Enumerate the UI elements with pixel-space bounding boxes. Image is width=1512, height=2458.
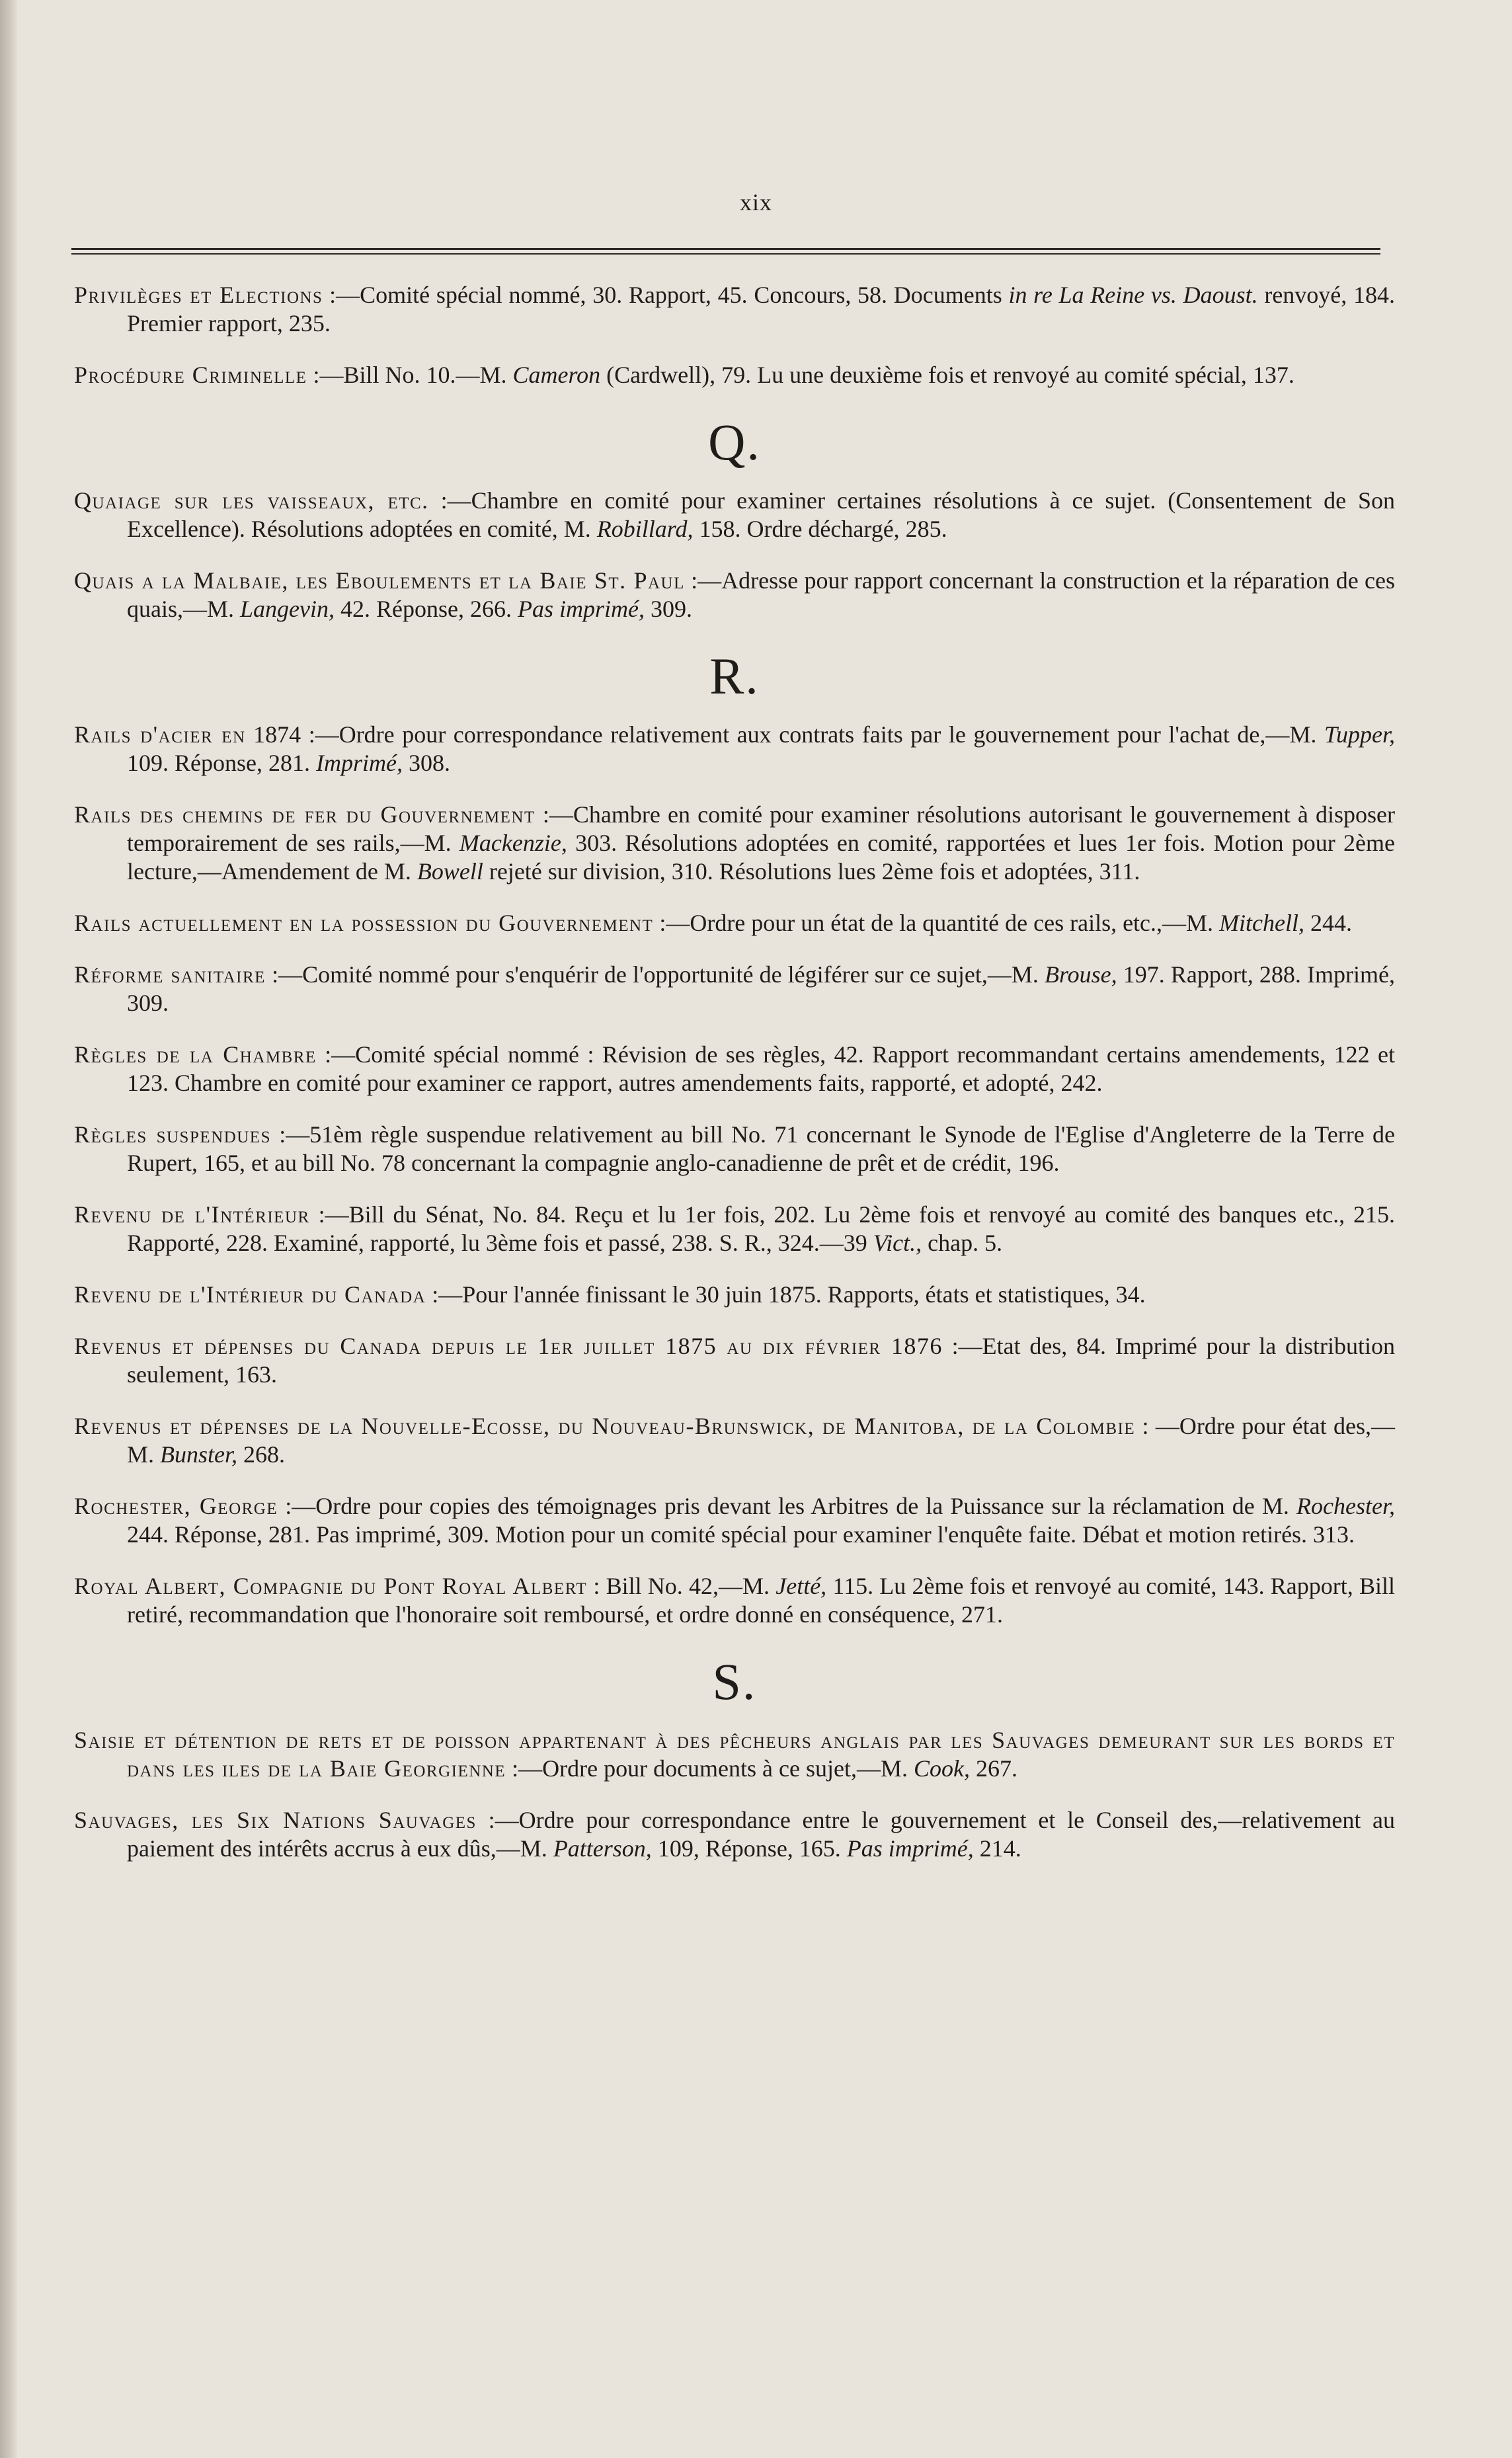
- entry-heading: Revenus et dépenses du Canada depuis le 1er juillet 1875 au dix février 1876: [74, 1333, 943, 1359]
- entry-heading: Sauvages, les Six Nations Sauvages: [74, 1807, 477, 1833]
- entry-text: (Cardwell), 79. Lu une deuxième fois et renvoyé au comité spécial, 137.: [600, 362, 1294, 388]
- entry-heading: Privilèges et Elections: [74, 282, 323, 308]
- entry-heading: Royal Albert, Compagnie du Pont Royal Albert: [74, 1573, 588, 1599]
- entry-text: 109, Réponse, 165.: [651, 1835, 847, 1862]
- index-entry: [74, 1726, 1395, 1783]
- entry-italic-text: Vict.,: [873, 1230, 922, 1256]
- entry-heading: Rails d'acier en: [74, 721, 246, 748]
- entry-italic-text: Brouse,: [1044, 961, 1117, 988]
- entry-text: 268.: [237, 1441, 286, 1468]
- entry-text: 109. Réponse, 281.: [127, 750, 316, 776]
- entry-italic-text: Rochester,: [1296, 1493, 1395, 1519]
- entry-text: 244.: [1304, 910, 1353, 936]
- entry-heading: Revenu de l'Intérieur du Canada: [74, 1281, 426, 1308]
- entry-text: 267.: [969, 1755, 1017, 1782]
- entry-text: :—Comité spécial nommé : Révision de ses règles, 42. Rapport recommandant certains amendements, 122 et 123. Chambre en comité pour examiner ce rapport, autres amendements faits, rapporté, et adopté, 242.: [127, 1041, 1395, 1096]
- entry-text: 214.: [973, 1835, 1021, 1862]
- entry-italic-text: Mitchell,: [1219, 910, 1305, 936]
- index-entry: [74, 361, 1395, 389]
- entry-heading: Rochester, George: [74, 1493, 278, 1519]
- index-entry: [74, 1412, 1395, 1469]
- entry-text: 42. Réponse, 266.: [334, 596, 518, 622]
- entry-text: :—Bill No. 10.—M.: [307, 362, 513, 388]
- entry-text: :—Ordre pour documents à ce sujet,—M.: [506, 1755, 914, 1782]
- entry-text: 303. Résolutions adoptées en comité, rapportées et lues 1er fois. Motion pour 2ème lecture,—Amendement de M.: [127, 830, 1395, 885]
- entry-text: :—Bill du Sénat, No. 84. Reçu et lu 1er fois, 202. Lu 2ème fois et renvoyé au comité des banques etc., 215. Rapporté, 228. Examiné, rapporté, lu 3ème fois et passé, 238. S. R., 324.—39: [127, 1201, 1395, 1256]
- index-entry: [74, 1121, 1395, 1177]
- entry-text: :—Ordre pour copies des témoignages pris devant les Arbitres de la Puissance sur la réclamation de M.: [278, 1493, 1297, 1519]
- entry-text: :—Comité nommé pour s'enquérir de l'opportunité de légiférer sur ce sujet,—M.: [265, 961, 1045, 988]
- entry-heading: Règles de la Chambre: [74, 1041, 317, 1068]
- index-entry: [74, 909, 1395, 937]
- entry-heading: Réforme sanitaire: [74, 961, 266, 988]
- entry-text: 309.: [644, 596, 692, 622]
- index-content: [74, 281, 1395, 1886]
- index-entry: [74, 1041, 1395, 1097]
- entry-text: : Bill No. 42,—M.: [587, 1573, 776, 1599]
- entry-text: renvoyé, 184. Premier rapport, 235.: [127, 282, 1395, 337]
- entry-text: 115. Lu 2ème fois et renvoyé au comité, 143. Rapport, Bill retiré, recommandation que l'honoraire soit remboursé, et ordre donné en conséquence, 271.: [127, 1573, 1395, 1628]
- entry-text: 244. Réponse, 281. Pas imprimé, 309. Motion pour un comité spécial pour examiner l'enquête faite. Débat et motion retirés. 313.: [127, 1521, 1355, 1548]
- index-entry: [74, 281, 1395, 338]
- entry-text: rejeté sur division, 310. Résolutions lues 2ème fois et adoptées, 311.: [483, 858, 1140, 885]
- section-letter: S.: [712, 1653, 757, 1710]
- index-entry: [74, 1806, 1395, 1863]
- entry-italic-text: Bowell: [417, 858, 483, 885]
- entry-text: :—Chambre en comité pour examiner certaines résolutions à ce sujet. (Consentement de Son Excellence). Résolutions adoptées en comité, M.: [127, 487, 1395, 542]
- entry-italic-text: Pas imprimé,: [846, 1835, 974, 1862]
- entry-italic-text: Imprimé,: [315, 750, 403, 776]
- index-entry: [74, 1572, 1395, 1629]
- section-letter: Q.: [708, 413, 761, 471]
- entry-text: :—Pour l'année finissant le 30 juin 1875. Rapports, états et statistiques, 34.: [426, 1281, 1146, 1308]
- header-rule-thin: [71, 253, 1380, 255]
- entry-italic-text: Bunster,: [160, 1441, 238, 1468]
- entry-italic-text: Tupper,: [1324, 721, 1395, 748]
- entry-heading: Quais a la Malbaie, les Eboulements et la Baie St. Paul: [74, 567, 685, 594]
- index-entry: [74, 961, 1395, 1017]
- entry-text: :—Comité spécial nommé, 30. Rapport, 45. Concours, 58. Documents: [323, 282, 1009, 308]
- index-entry: [74, 567, 1395, 623]
- index-entry: [74, 1492, 1395, 1549]
- entry-italic-text: Mackenzie,: [459, 830, 567, 856]
- entry-text: :—Chambre en comité pour examiner résolutions autorisant le gouvernement à disposer temporairement de ses rails,—M.: [127, 801, 1395, 856]
- entry-italic-text: Cook,: [913, 1755, 970, 1782]
- entry-heading: Règles suspendues: [74, 1121, 271, 1148]
- entry-italic-text: Langevin,: [240, 596, 335, 622]
- index-entry: [74, 721, 1395, 777]
- header-rule: [71, 248, 1380, 250]
- entry-heading: Saisie et détention de rets et de poisson appartenant à des pêcheurs anglais par les Sauvages demeurant sur les bords et dans les iles de la Baie Georgienne: [74, 1727, 1395, 1782]
- index-entry: [74, 801, 1395, 886]
- entry-italic-text: Patterson,: [553, 1835, 652, 1862]
- entry-heading: Procédure Criminelle: [74, 362, 307, 388]
- page-number: xix: [739, 189, 772, 216]
- entry-text: chap. 5.: [922, 1230, 1003, 1256]
- index-entry: [74, 1201, 1395, 1257]
- entry-italic-text: Jetté,: [776, 1573, 827, 1599]
- entry-text: :—51èm règle suspendue relativement au bill No. 71 concernant le Synode de l'Eglise d'Angleterre de la Terre de Rupert, 165, et au bill No. 78 concernant la compagnie anglo-canadienne de prêt et de crédit, 196.: [127, 1121, 1395, 1176]
- entry-text: 158. Ordre déchargé, 285.: [693, 516, 947, 542]
- entry-text: 197. Rapport, 288. Imprimé, 309.: [127, 961, 1395, 1016]
- section-letter: R.: [709, 647, 760, 705]
- index-entry: [74, 487, 1395, 543]
- entry-heading: Rails des chemins de fer du Gouvernement: [74, 801, 536, 828]
- entry-text: 308.: [402, 750, 450, 776]
- entry-text: 1874 :—Ordre pour correspondance relativement aux contrats faits par le gouvernement pour l'achat de,—M.: [245, 721, 1324, 748]
- entry-italic-text: in re La Reine vs. Daoust.: [1008, 282, 1258, 308]
- entry-italic-text: Robillard,: [596, 516, 694, 542]
- page-binding-edge: [0, 0, 17, 2458]
- entry-italic-text: Cameron: [512, 362, 601, 388]
- entry-heading: Rails actuellement en la possession du Gouvernement: [74, 910, 654, 936]
- entry-text: :—Ordre pour correspondance entre le gouvernement et le Conseil des,—relativement au paiement des intérêts accrus à eux dûs,—M.: [127, 1807, 1395, 1862]
- index-entry: [74, 1281, 1395, 1309]
- entry-text: :—Ordre pour un état de la quantité de ces rails, etc.,—M.: [653, 910, 1220, 936]
- index-entry: [74, 1332, 1395, 1389]
- entry-heading: Revenu de l'Intérieur: [74, 1201, 310, 1228]
- entry-text: : —Ordre pour état des,— M.: [127, 1413, 1395, 1468]
- entry-text: :—Etat des, 84. Imprimé pour la distribution seulement, 163.: [127, 1333, 1395, 1388]
- entry-heading: Revenus et dépenses de la Nouvelle-Ecosse, du Nouveau-Brunswick, de Manitoba, de la Colombie: [74, 1413, 1136, 1439]
- entry-italic-text: Pas imprimé,: [517, 596, 645, 622]
- entry-text: :—Adresse pour rapport concernant la construction et la réparation de ces quais,—M.: [127, 567, 1395, 622]
- entry-heading: Quaiage sur les vaisseaux, etc.: [74, 487, 429, 514]
